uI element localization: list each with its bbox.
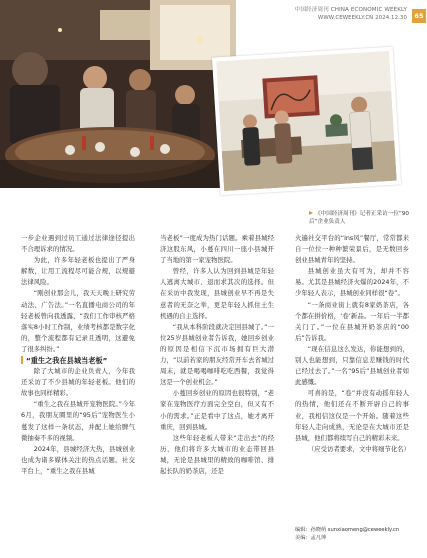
website-date: WWW.CEWEEKLY.CN 2024.12.30 — [317, 15, 407, 21]
interview-photo — [212, 47, 401, 196]
designer-credit: 美编：孟凡坤 — [295, 535, 327, 541]
caption-triangle-icon — [309, 211, 313, 215]
section-subheading — [21, 355, 135, 366]
paragraph: “我从本科阶段就决定回县城了。”一位25岁县城创业者告诉我，她回乡创业的原因是相信下沉市场拥有巨大潜力，“以前若家的朋友经常开车去省城过周末，就是喝喝咖啡吃吃西餐，我觉得这是一个创业机会。” — [160, 322, 274, 387]
paragraph: 除了大城市的企业负责人，今年我还采访了不少县城的年轻老板。他们的故事也同样精彩。 — [21, 367, 135, 398]
text-column-3 — [295, 233, 409, 455]
paragraph: 火遍社交平台的“ins风”餐厅，常常都来自一位位一种种繁荣景后，是无数回乡创业县城青年的坚持。 — [295, 234, 409, 265]
page-number-badge — [412, 9, 426, 23]
paragraph: 2024年，县城经济大热，县城创业也成为诸多媒体关注的热点话题。社交平台上，“重生之我在县城 — [21, 444, 135, 475]
paragraph: 一步企业遇到过员工通过法律途径提出不合理诉求的情况。 — [21, 234, 135, 254]
paragraph: 小蔓回乡创业的原因也很特别，“老家在宠物医疗方面完全空白，但又有不小的需求。”正是看中了这点，她才离开重庆，回到县城。 — [160, 389, 274, 431]
paragraph: “一条商业街上就有8家奶茶店，各个都在拼价格，‘卷’新品。一年后一半都关门了。”一位在县城开奶茶店的“00后”告诉我。 — [295, 300, 409, 342]
photo-collage — [0, 0, 427, 205]
text-column-2 — [160, 233, 274, 477]
paragraph: 为此，许多年轻老板也提出了严身解数，让用工流程尽可能合规，以规避法律风险。 — [21, 256, 135, 287]
paragraph: “刚创业那会儿，我天天晚上研究劳动法、广告法。”一名直播电商公司的年轻老板曾向我透露，“我们工作审核严格落实8小时工作制，业绩考核都是数字化的，整个流程都有记录且透明，这避免了很多纠纷。” — [21, 289, 135, 353]
caption-text: 《中国经济周刊》记者正采访一位“90 后”企业负责人 — [309, 211, 409, 226]
paragraph: 这些年轻老板人带来“走出去”的经历，他们将许多大城市的业态带回县城，无论是县城里的精致的咖啡馆、排起长队的奶茶店，还是 — [160, 433, 274, 475]
paragraph: 曾经，许多人认为回到县城是年轻人逃离大城市、退而求其次的选择。但在采访中我发现，县城创业早不再是失意者的无奈之举，更是年轻人抓住土生机遇的自主选择。 — [160, 267, 274, 320]
paragraph: （应受访者要求，文中将细节化名） — [307, 444, 411, 453]
text-column-1 — [21, 233, 135, 477]
magazine-name: 中国经济周刊 CHINA ECONOMIC WEEKLY — [294, 7, 407, 13]
page-header — [294, 6, 424, 22]
paragraph: “重生之我在县城开宠物医院。”今年6月，我朋友圈里的“95后”宠物医生小蔓发了这样一条状态，并配上她给脾气微抽奏不多的视频。 — [21, 400, 135, 442]
paragraph: “现在信息这么发达，你能想到的，别人也能想到，只靠信息差赚钱的时代已经过去了。”一名“95后”县城创业者如此感慨。 — [295, 344, 409, 387]
photo-caption — [309, 210, 419, 227]
dining-scene-photo — [0, 0, 236, 188]
paragraph: 县城创业虽大有可为，却并不容易。尤其是县城经济火爆的2024年，不少年轻人表示，县城创业同样很“卷”。 — [295, 267, 409, 298]
page-number: 65 — [414, 12, 424, 20]
paragraph: 可喜的是，“卷”并没有动摇年轻人的热情，他们还在不断开辟自己的事业，我相信这仅是一个开始。随着这些年轻人走向成熟，无论是在大城市还是县城，他们都将续写自己的精彩未来。 — [295, 389, 409, 442]
subheading-text: “重生之我在县城当老板” — [26, 356, 108, 366]
editor-credit: 编辑：孙晓萌 sunxiaomeng@ceweekly.cn — [295, 527, 400, 533]
subheading-bar-icon — [21, 356, 23, 364]
paragraph: 当老板”一度成为热门话题。乘着县城经济这股东风，小蔓在四川一座小县城开了当地的第一家宠物医院。 — [160, 234, 274, 265]
credits — [295, 526, 399, 542]
